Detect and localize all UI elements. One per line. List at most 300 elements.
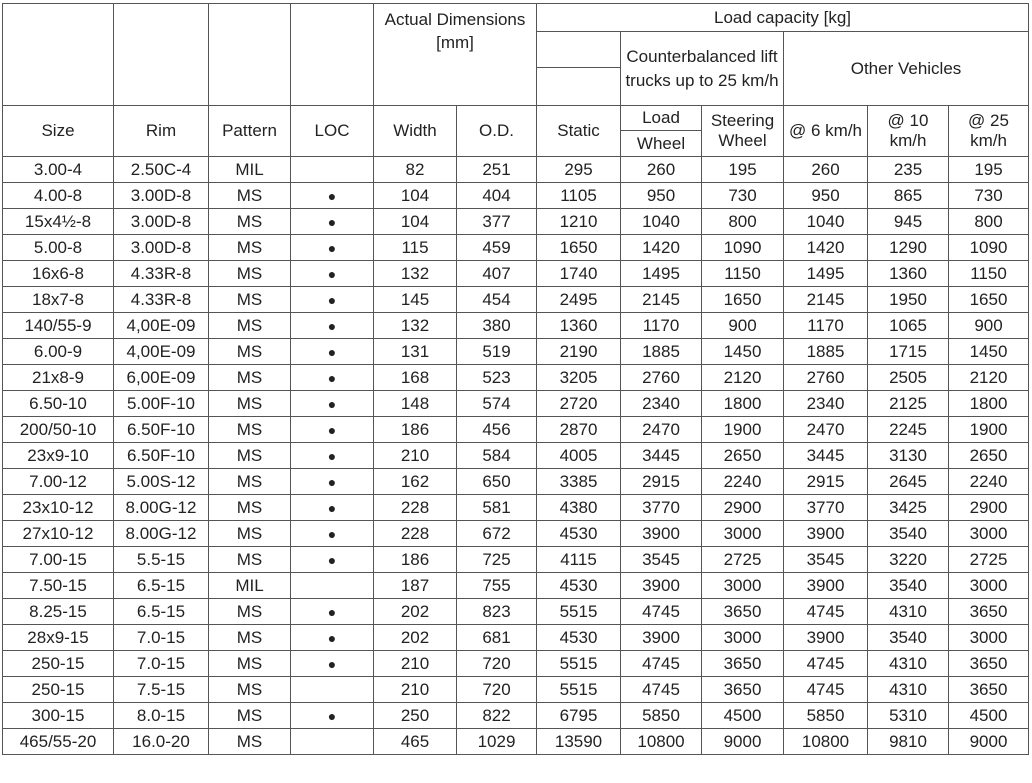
cell-static: 2190 — [537, 339, 621, 365]
cell-load-wheel: 4745 — [621, 599, 702, 625]
cell-od: 755 — [457, 573, 537, 599]
cell-steering-wheel: 3000 — [702, 573, 784, 599]
cell-pattern: MS — [209, 443, 291, 469]
cell-load-wheel: 2340 — [621, 391, 702, 417]
cell-rim: 6.5-15 — [114, 599, 209, 625]
table-row — [3, 339, 1029, 365]
loc-dot-icon: ● — [327, 525, 337, 542]
header-width: Width — [374, 106, 457, 157]
cell-loc — [291, 651, 374, 677]
cell-steering-wheel: 2650 — [702, 443, 784, 469]
cell-pattern: MS — [209, 183, 291, 209]
cell-width: 210 — [374, 651, 457, 677]
loc-dot-icon: ● — [327, 603, 337, 620]
cell-steering-wheel: 730 — [702, 183, 784, 209]
cell-od: 519 — [457, 339, 537, 365]
cell-size: 27x10-12 — [3, 521, 114, 547]
cell-width: 228 — [374, 495, 457, 521]
cell-od: 822 — [457, 703, 537, 729]
header-loc: LOC — [291, 106, 374, 157]
cell-rim: 7.0-15 — [114, 651, 209, 677]
cell-od: 584 — [457, 443, 537, 469]
cell-load-wheel: 1495 — [621, 261, 702, 287]
header-other-vehicles: Other Vehicles — [784, 32, 1029, 106]
loc-dot-icon: ● — [327, 213, 337, 230]
table-row — [3, 469, 1029, 495]
cell-od: 404 — [457, 183, 537, 209]
cell-at-6: 10800 — [784, 729, 868, 755]
cell-at-10: 2645 — [868, 469, 949, 495]
loc-dot-icon: ● — [327, 655, 337, 672]
cell-at-25: 2725 — [949, 547, 1029, 573]
header-blank — [3, 4, 114, 106]
cell-at-10: 3130 — [868, 443, 949, 469]
table-row — [3, 287, 1029, 313]
table-row — [3, 521, 1029, 547]
cell-at-10: 865 — [868, 183, 949, 209]
cell-steering-wheel: 1800 — [702, 391, 784, 417]
cell-size: 16x6-8 — [3, 261, 114, 287]
cell-static: 4380 — [537, 495, 621, 521]
cell-width: 202 — [374, 599, 457, 625]
header-od: O.D. — [457, 106, 537, 157]
cell-at-10: 9810 — [868, 729, 949, 755]
table-header — [3, 4, 1029, 157]
cell-static: 5515 — [537, 599, 621, 625]
cell-static: 4530 — [537, 573, 621, 599]
cell-at-25: 2650 — [949, 443, 1029, 469]
header-steering: Steering — [710, 111, 775, 130]
cell-static: 1650 — [537, 235, 621, 261]
cell-size: 4.00-8 — [3, 183, 114, 209]
cell-at-25: 1800 — [949, 391, 1029, 417]
cell-at-25: 4500 — [949, 703, 1029, 729]
cell-width: 168 — [374, 365, 457, 391]
cell-at-6: 3900 — [784, 573, 868, 599]
cell-od: 725 — [457, 547, 537, 573]
cell-rim: 3.00D-8 — [114, 235, 209, 261]
cell-at-6: 1885 — [784, 339, 868, 365]
cell-pattern: MS — [209, 365, 291, 391]
loc-dot-icon: ● — [327, 187, 337, 204]
cell-at-6: 3770 — [784, 495, 868, 521]
cell-load-wheel: 2470 — [621, 417, 702, 443]
cell-od: 720 — [457, 677, 537, 703]
cell-rim: 4.33R-8 — [114, 287, 209, 313]
cell-at-10: 2505 — [868, 365, 949, 391]
header-at-25-line2: km/h — [970, 131, 1007, 150]
cell-od: 454 — [457, 287, 537, 313]
cell-steering-wheel: 2120 — [702, 365, 784, 391]
cell-width: 187 — [374, 573, 457, 599]
cell-width: 186 — [374, 547, 457, 573]
cell-at-6: 4745 — [784, 651, 868, 677]
cell-at-6: 2340 — [784, 391, 868, 417]
cell-static: 1210 — [537, 209, 621, 235]
cell-steering-wheel: 3650 — [702, 677, 784, 703]
cell-at-10: 2245 — [868, 417, 949, 443]
cell-at-10: 235 — [868, 157, 949, 183]
cell-pattern: MS — [209, 391, 291, 417]
cell-static: 1105 — [537, 183, 621, 209]
cell-steering-wheel: 800 — [702, 209, 784, 235]
cell-width: 104 — [374, 183, 457, 209]
loc-dot-icon: ● — [327, 317, 337, 334]
cell-loc — [291, 391, 374, 417]
cell-static: 3385 — [537, 469, 621, 495]
cell-size: 300-15 — [3, 703, 114, 729]
cell-at-6: 1040 — [784, 209, 868, 235]
cell-load-wheel: 1040 — [621, 209, 702, 235]
cell-size: 7.50-15 — [3, 573, 114, 599]
cell-static: 3205 — [537, 365, 621, 391]
cell-loc — [291, 339, 374, 365]
table-row — [3, 391, 1029, 417]
cell-at-10: 3220 — [868, 547, 949, 573]
cell-loc — [291, 443, 374, 469]
header-wheel: Wheel — [621, 131, 702, 157]
table-row — [3, 183, 1029, 209]
header-counterbalanced: Counterbalanced lift trucks up to 25 km/h — [621, 32, 784, 106]
cell-at-10: 3540 — [868, 521, 949, 547]
cell-rim: 6.50F-10 — [114, 417, 209, 443]
cell-width: 250 — [374, 703, 457, 729]
cell-pattern: MIL — [209, 157, 291, 183]
cell-at-10: 3425 — [868, 495, 949, 521]
cell-at-10: 3540 — [868, 573, 949, 599]
cell-loc — [291, 495, 374, 521]
cell-load-wheel: 5850 — [621, 703, 702, 729]
cell-size: 23x9-10 — [3, 443, 114, 469]
cell-static: 4115 — [537, 547, 621, 573]
header-blank — [291, 4, 374, 106]
cell-width: 210 — [374, 677, 457, 703]
table-row — [3, 365, 1029, 391]
header-blank — [537, 68, 621, 106]
cell-width: 162 — [374, 469, 457, 495]
cell-steering-wheel: 9000 — [702, 729, 784, 755]
cell-at-25: 3650 — [949, 677, 1029, 703]
cell-load-wheel: 950 — [621, 183, 702, 209]
header-at-10 — [868, 106, 949, 157]
cell-width: 202 — [374, 625, 457, 651]
cell-size: 23x10-12 — [3, 495, 114, 521]
table-row — [3, 443, 1029, 469]
cell-load-wheel: 3900 — [621, 625, 702, 651]
cell-size: 250-15 — [3, 651, 114, 677]
cell-load-wheel: 2915 — [621, 469, 702, 495]
cell-rim: 4.33R-8 — [114, 261, 209, 287]
cell-steering-wheel: 2900 — [702, 495, 784, 521]
cell-od: 523 — [457, 365, 537, 391]
cell-width: 186 — [374, 417, 457, 443]
cell-width: 104 — [374, 209, 457, 235]
table-row — [3, 573, 1029, 599]
cell-at-25: 1900 — [949, 417, 1029, 443]
cell-at-25: 195 — [949, 157, 1029, 183]
cell-at-10: 1290 — [868, 235, 949, 261]
cell-at-6: 3900 — [784, 625, 868, 651]
cell-pattern: MS — [209, 651, 291, 677]
cell-width: 132 — [374, 313, 457, 339]
cell-width: 210 — [374, 443, 457, 469]
cell-at-25: 1090 — [949, 235, 1029, 261]
cell-steering-wheel: 2240 — [702, 469, 784, 495]
cell-size: 6.00-9 — [3, 339, 114, 365]
table-row — [3, 703, 1029, 729]
cell-load-wheel: 3770 — [621, 495, 702, 521]
cell-pattern: MS — [209, 261, 291, 287]
cell-rim: 8.00G-12 — [114, 521, 209, 547]
cell-od: 823 — [457, 599, 537, 625]
cell-pattern: MS — [209, 287, 291, 313]
cell-at-6: 2760 — [784, 365, 868, 391]
header-blank — [209, 4, 291, 106]
cell-at-25: 730 — [949, 183, 1029, 209]
cell-pattern: MS — [209, 729, 291, 755]
cell-rim: 5.00S-12 — [114, 469, 209, 495]
cell-loc — [291, 469, 374, 495]
cell-pattern: MS — [209, 417, 291, 443]
cell-at-25: 3000 — [949, 521, 1029, 547]
cell-static: 2870 — [537, 417, 621, 443]
header-load: Load — [621, 106, 702, 131]
cell-od: 581 — [457, 495, 537, 521]
cell-steering-wheel: 1090 — [702, 235, 784, 261]
cell-width: 131 — [374, 339, 457, 365]
cell-at-6: 2915 — [784, 469, 868, 495]
cell-rim: 4,00E-09 — [114, 313, 209, 339]
loc-dot-icon: ● — [327, 395, 337, 412]
cell-at-6: 4745 — [784, 599, 868, 625]
cell-loc — [291, 703, 374, 729]
cell-size: 200/50-10 — [3, 417, 114, 443]
cell-rim: 8.0-15 — [114, 703, 209, 729]
cell-rim: 5.5-15 — [114, 547, 209, 573]
loc-dot-icon: ● — [327, 369, 337, 386]
cell-size: 6.50-10 — [3, 391, 114, 417]
cell-loc — [291, 365, 374, 391]
loc-dot-icon: ● — [327, 473, 337, 490]
table-body — [3, 157, 1029, 755]
cell-loc — [291, 625, 374, 651]
cell-size: 250-15 — [3, 677, 114, 703]
cell-size: 465/55-20 — [3, 729, 114, 755]
cell-width: 132 — [374, 261, 457, 287]
cell-at-10: 4310 — [868, 651, 949, 677]
cell-static: 13590 — [537, 729, 621, 755]
cell-width: 115 — [374, 235, 457, 261]
cell-rim: 5.00F-10 — [114, 391, 209, 417]
header-at-10-line1: @ 10 — [887, 111, 929, 130]
cell-size: 7.00-12 — [3, 469, 114, 495]
cell-width: 148 — [374, 391, 457, 417]
table-row — [3, 157, 1029, 183]
cell-loc — [291, 235, 374, 261]
cell-steering-wheel: 1650 — [702, 287, 784, 313]
table-row — [3, 209, 1029, 235]
cell-size: 140/55-9 — [3, 313, 114, 339]
cell-loc — [291, 547, 374, 573]
cell-rim: 6.5-15 — [114, 573, 209, 599]
loc-dot-icon: ● — [327, 629, 337, 646]
cell-od: 681 — [457, 625, 537, 651]
cell-loc — [291, 677, 374, 703]
loc-dot-icon: ● — [327, 447, 337, 464]
cell-at-10: 1950 — [868, 287, 949, 313]
cell-static: 1740 — [537, 261, 621, 287]
cell-at-25: 3000 — [949, 573, 1029, 599]
cell-rim: 3.00D-8 — [114, 183, 209, 209]
cell-pattern: MS — [209, 235, 291, 261]
cell-at-6: 1420 — [784, 235, 868, 261]
cell-steering-wheel: 3000 — [702, 521, 784, 547]
cell-at-6: 2145 — [784, 287, 868, 313]
cell-static: 4530 — [537, 521, 621, 547]
cell-od: 720 — [457, 651, 537, 677]
cell-at-25: 2120 — [949, 365, 1029, 391]
cell-at-10: 2125 — [868, 391, 949, 417]
cell-loc — [291, 261, 374, 287]
table-row — [3, 313, 1029, 339]
cell-steering-wheel: 3650 — [702, 599, 784, 625]
cell-steering-wheel: 1450 — [702, 339, 784, 365]
cell-at-25: 9000 — [949, 729, 1029, 755]
cell-load-wheel: 2145 — [621, 287, 702, 313]
cell-at-6: 3445 — [784, 443, 868, 469]
cell-at-10: 945 — [868, 209, 949, 235]
cell-at-10: 3540 — [868, 625, 949, 651]
cell-pattern: MS — [209, 313, 291, 339]
cell-od: 574 — [457, 391, 537, 417]
cell-pattern: MS — [209, 599, 291, 625]
table-row — [3, 261, 1029, 287]
cell-at-25: 2900 — [949, 495, 1029, 521]
cell-load-wheel: 3445 — [621, 443, 702, 469]
cell-width: 465 — [374, 729, 457, 755]
cell-od: 407 — [457, 261, 537, 287]
cell-width: 228 — [374, 521, 457, 547]
cell-load-wheel: 2760 — [621, 365, 702, 391]
loc-dot-icon: ● — [327, 551, 337, 568]
cell-load-wheel: 3545 — [621, 547, 702, 573]
cell-loc — [291, 157, 374, 183]
cell-at-6: 3900 — [784, 521, 868, 547]
cell-at-6: 950 — [784, 183, 868, 209]
header-actual-dimensions: Actual Dimensions [mm] — [374, 4, 537, 106]
cell-od: 459 — [457, 235, 537, 261]
cell-static: 5515 — [537, 651, 621, 677]
cell-size: 28x9-15 — [3, 625, 114, 651]
cell-size: 7.00-15 — [3, 547, 114, 573]
cell-rim: 6.50F-10 — [114, 443, 209, 469]
header-steering-wheel — [702, 106, 784, 157]
cell-pattern: MS — [209, 703, 291, 729]
cell-at-10: 1360 — [868, 261, 949, 287]
table-row — [3, 677, 1029, 703]
cell-pattern: MS — [209, 677, 291, 703]
loc-dot-icon: ● — [327, 499, 337, 516]
cell-loc — [291, 521, 374, 547]
table-row — [3, 495, 1029, 521]
cell-static: 5515 — [537, 677, 621, 703]
header-at-10-line2: km/h — [889, 131, 927, 150]
cell-pattern: MS — [209, 209, 291, 235]
loc-dot-icon: ● — [327, 239, 337, 256]
cell-size: 5.00-8 — [3, 235, 114, 261]
table-row — [3, 651, 1029, 677]
cell-od: 251 — [457, 157, 537, 183]
cell-at-25: 3650 — [949, 651, 1029, 677]
cell-loc — [291, 313, 374, 339]
cell-load-wheel: 4745 — [621, 651, 702, 677]
loc-dot-icon: ● — [327, 343, 337, 360]
cell-at-10: 5310 — [868, 703, 949, 729]
header-blank — [114, 4, 209, 106]
tire-load-table — [2, 3, 1029, 755]
cell-width: 82 — [374, 157, 457, 183]
cell-load-wheel: 1420 — [621, 235, 702, 261]
cell-od: 380 — [457, 313, 537, 339]
cell-rim: 3.00D-8 — [114, 209, 209, 235]
cell-rim: 2.50C-4 — [114, 157, 209, 183]
cell-at-25: 800 — [949, 209, 1029, 235]
cell-at-10: 1715 — [868, 339, 949, 365]
cell-load-wheel: 1170 — [621, 313, 702, 339]
cell-pattern: MIL — [209, 573, 291, 599]
cell-load-wheel: 10800 — [621, 729, 702, 755]
cell-steering-wheel: 195 — [702, 157, 784, 183]
cell-loc — [291, 209, 374, 235]
cell-rim: 16.0-20 — [114, 729, 209, 755]
cell-pattern: MS — [209, 339, 291, 365]
cell-steering-wheel: 3000 — [702, 625, 784, 651]
cell-size: 8.25-15 — [3, 599, 114, 625]
cell-pattern: MS — [209, 547, 291, 573]
cell-rim: 7.5-15 — [114, 677, 209, 703]
cell-width: 145 — [374, 287, 457, 313]
cell-loc — [291, 599, 374, 625]
table-row — [3, 625, 1029, 651]
cell-size: 15x4½-8 — [3, 209, 114, 235]
cell-od: 1029 — [457, 729, 537, 755]
cell-at-6: 4745 — [784, 677, 868, 703]
header-blank — [537, 32, 621, 68]
cell-at-6: 2470 — [784, 417, 868, 443]
table-row — [3, 729, 1029, 755]
cell-steering-wheel: 4500 — [702, 703, 784, 729]
cell-load-wheel: 1885 — [621, 339, 702, 365]
cell-at-25: 1650 — [949, 287, 1029, 313]
header-rim: Rim — [114, 106, 209, 157]
cell-od: 377 — [457, 209, 537, 235]
cell-pattern: MS — [209, 625, 291, 651]
table-row — [3, 547, 1029, 573]
cell-static: 6795 — [537, 703, 621, 729]
cell-steering-wheel: 1900 — [702, 417, 784, 443]
cell-load-wheel: 3900 — [621, 573, 702, 599]
header-at-6: @ 6 km/h — [784, 106, 868, 157]
cell-at-6: 3545 — [784, 547, 868, 573]
cell-size: 3.00-4 — [3, 157, 114, 183]
table-row — [3, 235, 1029, 261]
cell-size: 21x8-9 — [3, 365, 114, 391]
cell-steering-wheel: 2725 — [702, 547, 784, 573]
cell-at-6: 260 — [784, 157, 868, 183]
cell-loc — [291, 729, 374, 755]
table-row — [3, 599, 1029, 625]
cell-od: 456 — [457, 417, 537, 443]
